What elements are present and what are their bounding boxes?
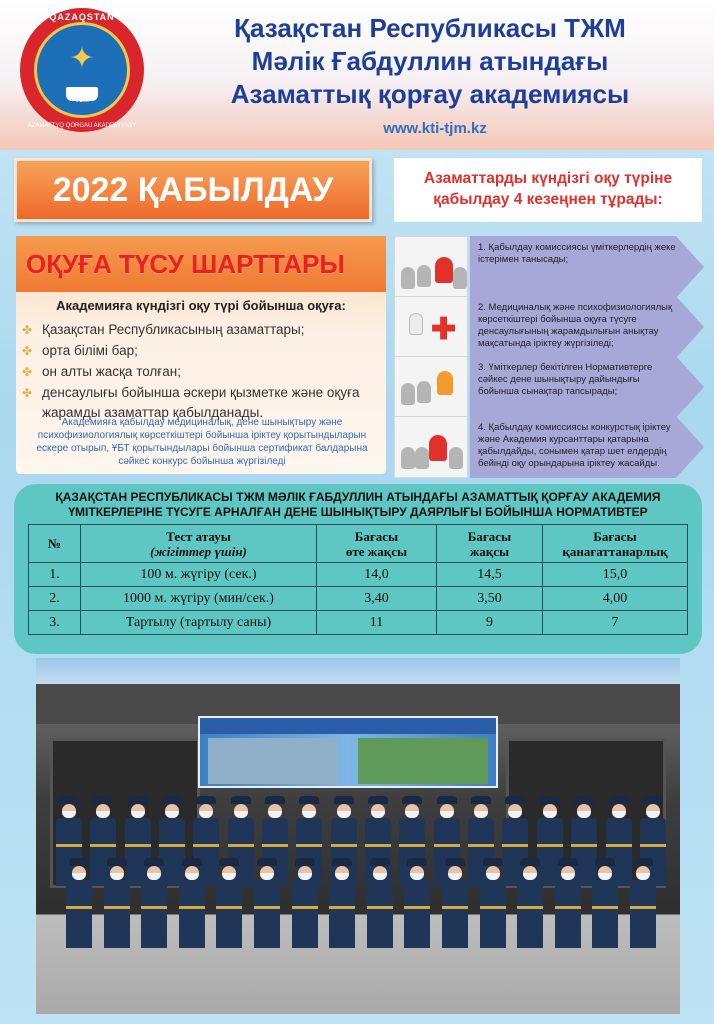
- stage-1-magnifier-icon: [394, 236, 468, 298]
- stage-text: 2. Медициналық және психофизиологиялық көрсеткіштері бойынша оқуға түсуге денсаулығының жарамдылығын анықтау мақсатында іріктеу жүргізіледі;: [478, 302, 673, 349]
- header-good: Бағасы жақсы: [437, 525, 543, 563]
- cadet-figure: [480, 858, 506, 948]
- condition-text: Қазақстан Республикасының азаматтары;: [42, 322, 305, 337]
- header-test-sub: (жігіттер үшін): [150, 543, 247, 559]
- cadet-figure: [292, 858, 318, 948]
- stage-2-medical-icon: ✚: [394, 296, 468, 358]
- header: [0, 0, 714, 150]
- photo-banner: [198, 716, 498, 788]
- cadet-figure: [254, 858, 280, 948]
- cadet-figure: [141, 858, 167, 948]
- table-header-row: [29, 525, 688, 563]
- cadet-figure: [630, 858, 656, 948]
- conditions-intro: Академияға күндізгі оқу түрі бойынша оқуға:: [56, 298, 346, 313]
- cell-excellent: 14,0: [317, 563, 437, 587]
- header-num: №: [29, 525, 81, 563]
- cell-test: Тартылу (тартылу саны): [81, 611, 317, 635]
- title-line-2: Мәлік Ғабдуллин атындағы: [251, 46, 609, 76]
- header-test: [81, 525, 317, 563]
- cell-excellent: 11: [317, 611, 437, 635]
- cadet-figure: [517, 858, 543, 948]
- physical-norms-panel: [14, 484, 702, 654]
- norms-title: [14, 490, 702, 520]
- cell-good: 3,50: [437, 587, 543, 611]
- logo-text-top: QAZAQSTAN: [49, 12, 115, 22]
- conditions-note: Академияға қабылдау медициналық, дене шынықтыру және психофизиологиялық көрсеткіштері бойынша іріктеу қорытындыларын ескере отырып, ҰБТ қорытындылары бойынша сертификат балдарына сәйкес конкурс бойынша жүргізіледі: [36, 417, 368, 467]
- stage-text: 1. Қабылдау комиссиясы үміткерлердің жеке істерімен танысады;: [478, 242, 676, 265]
- norms-table: [28, 524, 688, 635]
- stage-3: [394, 356, 704, 418]
- table-row: [29, 563, 688, 587]
- bullet-icon: ✤: [22, 365, 33, 379]
- stage-1: [394, 236, 704, 298]
- cell-test: 1000 м. жүгіру (мин/сек.): [81, 587, 317, 611]
- conditions-list: [22, 320, 382, 424]
- cell-good: 14,5: [437, 563, 543, 587]
- admission-year-banner: 2022 ҚАБЫЛДАУ: [14, 158, 372, 222]
- logo-text-bottom: AZAMATTYQ QORGAU AKADEMIYASY: [27, 123, 137, 129]
- condition-text: денсаулығы бойынша әскери қызметке және оқуға жарамды азаматтар қабылданады.: [42, 385, 360, 420]
- list-item: [22, 341, 382, 361]
- condition-text: орта білімі бар;: [42, 343, 138, 358]
- cell-satisfactory: 15,0: [543, 563, 688, 587]
- cell-num: 3.: [29, 611, 81, 635]
- cadet-figure: [592, 858, 618, 948]
- cell-num: 2.: [29, 587, 81, 611]
- logo-text-mid: TJM: [75, 97, 89, 104]
- cell-good: 9: [437, 611, 543, 635]
- title-line-1: Қазақстан Республикасы ТЖМ: [234, 13, 626, 43]
- cadet-figure: [179, 858, 205, 948]
- table-row: [29, 587, 688, 611]
- academy-logo: [20, 8, 144, 132]
- academy-title: [160, 12, 700, 111]
- cadet-figure: [442, 858, 468, 948]
- cadet-figure: [555, 858, 581, 948]
- title-line-3: Азаматтық қорғау академиясы: [230, 79, 630, 109]
- cadet-figure: [104, 858, 130, 948]
- cell-num: 1.: [29, 563, 81, 587]
- norms-title-line-1: ҚАЗАҚСТАН РЕСПУБЛИКАСЫ ТЖМ МӘЛІК ҒАБДУЛЛИН АТЫНДАҒЫ АЗАМАТТЫҚ ҚОРҒАУ АКАДЕМИЯ: [55, 490, 661, 504]
- stages-intro: Азаматтарды күндізгі оқу түріне қабылдау 4 кезеңнен тұрады:: [394, 158, 702, 222]
- list-item: [22, 362, 382, 382]
- cadet-figure: [216, 858, 242, 948]
- cadet-figure: [367, 858, 393, 948]
- table-row: [29, 611, 688, 635]
- list-item: [22, 320, 382, 340]
- star-icon: ✦: [69, 42, 95, 76]
- condition-text: он алты жасқа толған;: [42, 364, 181, 379]
- cadets-front-row: [66, 858, 656, 948]
- stage-4: [394, 416, 704, 478]
- cadet-figure: [66, 858, 92, 948]
- bullet-icon: ✤: [22, 344, 33, 358]
- cell-test: 100 м. жүгіру (сек.): [81, 563, 317, 587]
- cell-excellent: 3,40: [317, 587, 437, 611]
- admission-conditions-panel: [16, 236, 386, 474]
- stage-3-running-icon: [394, 356, 468, 418]
- cadet-figure: [404, 858, 430, 948]
- cadet-figure: [329, 858, 355, 948]
- cell-satisfactory: 4,00: [543, 587, 688, 611]
- stage-text: 4. Қабылдау комиссиясы конкурстық іріктеу және Академия курсанттары қатарына қабылдайды, сонымен қатар шет елдердің бейінді оқу орындарына іріктеу жасайды.: [478, 422, 671, 469]
- cell-satisfactory: 7: [543, 611, 688, 635]
- header-excellent: Бағасы өте жақсы: [317, 525, 437, 563]
- header-test-label: Тест атауы: [166, 528, 231, 544]
- header-satisfactory: Бағасы қанағаттанарлық: [543, 525, 688, 563]
- stage-4-selection-icon: [394, 416, 468, 478]
- conditions-title-bar: [16, 236, 386, 292]
- norms-title-line-2: ҮМІТКЕРЛЕРІНЕ ТҮСУГЕ АРНАЛҒАН ДЕНЕ ШЫНЫҚТЫРУ ДАЯРЛЫҒЫ БОЙЫНША НОРМАТИВТЕР: [68, 505, 648, 519]
- bullet-icon: ✤: [22, 386, 33, 400]
- conditions-title: ОҚУҒА ТҮСУ ШАРТТАРЫ: [26, 249, 345, 279]
- group-photo-cadets-icon: [36, 658, 680, 1014]
- stage-2: [394, 296, 704, 358]
- stage-text: 3. Үміткерлер бекітілген Нормативтерге сәйкес дене шынықтыру дайындығы бойынша сынақтар тапсырады;: [478, 362, 653, 397]
- bullet-icon: ✤: [22, 323, 33, 337]
- website-link[interactable]: www.kti-tjm.kz: [383, 120, 487, 137]
